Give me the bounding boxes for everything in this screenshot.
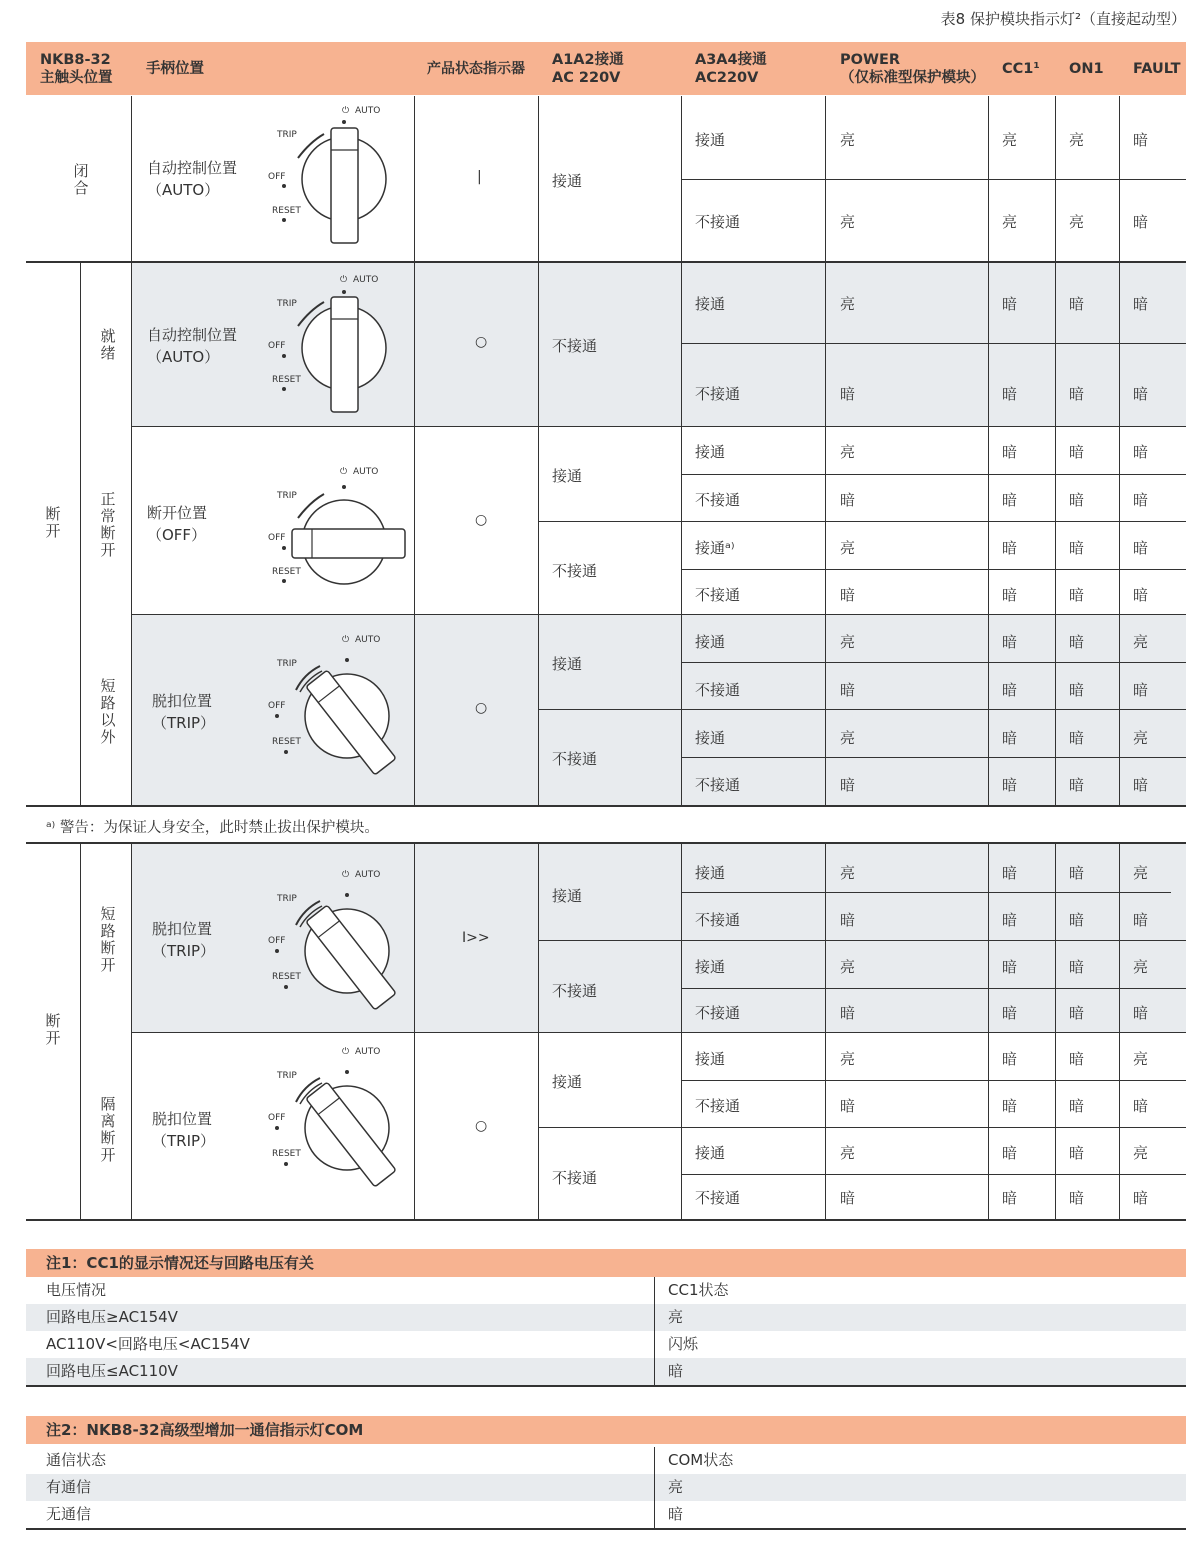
knob-trip-2-icon: [262, 863, 412, 1013]
footnote-warning: ᵃ⁾ 警告：为保证人身安全，此时禁止拔出保护模块。: [46, 820, 379, 836]
cell-on1: 暗: [1069, 539, 1085, 557]
note-cell-status: COM状态: [668, 1451, 734, 1469]
position-auto-2: 自动控制位置 （AUTO）: [147, 326, 238, 366]
a1a2-cell: 接通: [552, 1073, 583, 1091]
divider: [131, 1032, 1186, 1033]
divider: [538, 521, 1186, 522]
cell-a3a4: 接通: [695, 729, 726, 747]
divider: [26, 842, 1186, 844]
cell-fault: 亮: [1133, 729, 1149, 747]
knob-trip-label: TRIP: [277, 491, 297, 501]
note-cell-status: 亮: [668, 1308, 684, 1326]
cell-cc1: 暗: [1002, 443, 1018, 461]
svg-text:⏻: ⏻: [342, 1047, 350, 1057]
cell-on1: 暗: [1069, 1004, 1085, 1022]
cell-cc1: 亮: [1002, 131, 1018, 149]
knob-reset-label: RESET: [272, 375, 301, 385]
cell-power: 亮: [840, 1144, 856, 1162]
header-contact-position: NKB8-32 主触头位置: [40, 51, 113, 86]
note-cell-condition: 电压情况: [46, 1281, 107, 1299]
cell-fault: 亮: [1133, 633, 1149, 651]
cell-fault: 暗: [1133, 131, 1149, 149]
header-cc1: CC1¹: [1002, 60, 1040, 77]
note-cell-condition: 通信状态: [46, 1451, 107, 1469]
a1a2-cell: 接通: [552, 887, 583, 905]
cell-cc1: 暗: [1002, 539, 1018, 557]
knob-auto-label: AUTO: [353, 467, 379, 477]
cell-fault: 暗: [1133, 1004, 1149, 1022]
note-cell-status: 暗: [668, 1505, 684, 1523]
cell-cc1: 暗: [1002, 1004, 1018, 1022]
cell-on1: 暗: [1069, 1144, 1085, 1162]
cell-cc1: 暗: [1002, 729, 1018, 747]
cell-a3a4: 接通: [695, 1144, 726, 1162]
cell-on1: 暗: [1069, 729, 1085, 747]
cell-a3a4: 接通ᵃ⁾: [695, 539, 735, 557]
cell-power: 暗: [840, 1004, 856, 1022]
cell-on1: 暗: [1069, 1050, 1085, 1068]
knob-off-label: OFF: [268, 341, 286, 351]
knob-trip-icon: [262, 628, 412, 778]
knob-auto-icon: [262, 100, 402, 250]
divider: [654, 1447, 655, 1528]
knob-trip-label: TRIP: [277, 130, 297, 140]
knob-reset-label: RESET: [272, 1149, 301, 1159]
indicator-non-short: ○: [475, 700, 488, 716]
cell-fault: 暗: [1133, 1189, 1149, 1207]
header-fault: FAULT: [1133, 60, 1181, 77]
note-cell-condition: 无通信: [46, 1505, 92, 1523]
divider: [26, 261, 1186, 263]
svg-text:⏻: ⏻: [340, 275, 348, 285]
cell-cc1: 暗: [1002, 1050, 1018, 1068]
note-cell-status: 亮: [668, 1478, 684, 1496]
divider: [681, 988, 1186, 989]
divider: [681, 892, 1171, 893]
cell-power: 亮: [840, 633, 856, 651]
a1a2-cell: 不接通: [552, 1169, 598, 1187]
note-cell-status: CC1状态: [668, 1281, 729, 1299]
knob-reset-label: RESET: [272, 737, 301, 747]
cell-cc1: 暗: [1002, 295, 1018, 313]
cell-cc1: 暗: [1002, 586, 1018, 604]
cell-a3a4: 不接通: [695, 491, 741, 509]
cell-power: 亮: [840, 864, 856, 882]
cell-power: 亮: [840, 1050, 856, 1068]
cell-power: 暗: [840, 385, 856, 403]
note-cell-condition: AC110V<回路电压<AC154V: [46, 1335, 250, 1353]
cell-power: 暗: [840, 491, 856, 509]
cell-fault: 暗: [1133, 443, 1149, 461]
header-handle-position: 手柄位置: [146, 60, 204, 77]
knob-reset-label: RESET: [272, 567, 301, 577]
indicator-short: I>>: [462, 930, 490, 946]
group-ready: 就绪: [100, 327, 116, 362]
cell-cc1: 亮: [1002, 213, 1018, 231]
cell-fault: 亮: [1133, 864, 1149, 882]
group-isolate-open: 隔离断开: [100, 1095, 116, 1164]
header-status-indicator: 产品状态指示器: [427, 60, 525, 77]
group-short-open: 短路断开: [100, 905, 116, 974]
position-trip-2: 脱扣位置 （TRIP）: [152, 920, 216, 960]
header-on1: ON1: [1069, 60, 1104, 77]
a1a2-cell: 不接通: [552, 562, 598, 580]
cell-on1: 亮: [1069, 131, 1085, 149]
cell-a3a4: 接通: [695, 295, 726, 313]
divider: [681, 757, 1186, 758]
svg-text:⏻: ⏻: [342, 635, 350, 645]
svg-text:⏻: ⏻: [340, 467, 348, 477]
note1-row: [26, 1304, 1186, 1331]
knob-trip-label: TRIP: [277, 659, 297, 669]
cell-fault: 暗: [1133, 681, 1149, 699]
cell-fault: 暗: [1133, 539, 1149, 557]
divider: [538, 940, 1186, 941]
knob-off-label: OFF: [268, 701, 286, 711]
divider: [654, 1277, 655, 1385]
cell-power: 亮: [840, 539, 856, 557]
cell-power: 亮: [840, 729, 856, 747]
cell-on1: 暗: [1069, 491, 1085, 509]
cell-power: 亮: [840, 295, 856, 313]
indicator-isolate: ○: [475, 1118, 488, 1134]
cell-power: 暗: [840, 911, 856, 929]
indicator-ready: ○: [475, 334, 488, 350]
cell-power: 暗: [840, 1097, 856, 1115]
divider: [825, 96, 826, 806]
cell-fault: 暗: [1133, 213, 1149, 231]
a1a2-cell: 接通: [552, 655, 583, 673]
group-closed: 闭合: [73, 162, 89, 197]
cell-a3a4: 不接通: [695, 776, 741, 794]
cell-a3a4: 不接通: [695, 385, 741, 403]
cell-fault: 暗: [1133, 776, 1149, 794]
table-caption: 表8 保护模块指示灯²（直接起动型）: [940, 10, 1186, 28]
cell-a3a4: 不接通: [695, 586, 741, 604]
cell-cc1: 暗: [1002, 1189, 1018, 1207]
cell-on1: 暗: [1069, 864, 1085, 882]
a1a2-cell: 不接通: [552, 982, 598, 1000]
knob-trip-label: TRIP: [277, 894, 297, 904]
knob-off-label: OFF: [268, 533, 286, 543]
cell-a3a4: 不接通: [695, 1189, 741, 1207]
note-cell-status: 闪烁: [668, 1335, 699, 1353]
cell-a3a4: 不接通: [695, 213, 741, 231]
position-trip-3: 脱扣位置 （TRIP）: [152, 1110, 216, 1150]
divider: [681, 179, 1186, 180]
header-a3a4: A3A4接通 AC220V: [695, 51, 767, 86]
note-cell-status: 暗: [668, 1362, 684, 1380]
cell-power: 暗: [840, 776, 856, 794]
cell-cc1: 暗: [1002, 681, 1018, 699]
divider: [681, 1080, 1186, 1081]
note2-title: 注2：NKB8-32高级型增加一通信指示灯COM: [26, 1416, 1186, 1444]
cell-a3a4: 接通: [695, 958, 726, 976]
divider: [131, 614, 1186, 615]
svg-text:⏻: ⏻: [342, 870, 350, 880]
divider: [538, 1127, 1186, 1128]
divider: [26, 1219, 1186, 1221]
divider: [681, 343, 1186, 344]
knob-auto-label: AUTO: [355, 635, 381, 645]
divider: [26, 1385, 1186, 1387]
cell-fault: 亮: [1133, 958, 1149, 976]
divider: [681, 662, 1186, 663]
note1-row: [26, 1358, 1186, 1385]
cell-a3a4: 接通: [695, 633, 726, 651]
cell-cc1: 暗: [1002, 491, 1018, 509]
cell-fault: 亮: [1133, 1144, 1149, 1162]
divider: [681, 96, 682, 806]
note-cell-condition: 回路电压≥AC154V: [46, 1308, 178, 1326]
cell-on1: 暗: [1069, 633, 1085, 651]
cell-on1: 暗: [1069, 776, 1085, 794]
cell-a3a4: 不接通: [695, 1097, 741, 1115]
divider: [80, 262, 81, 806]
cell-power: 暗: [840, 586, 856, 604]
divider: [1119, 96, 1120, 806]
cell-power: 亮: [840, 443, 856, 461]
group-normal-open: 正常断开: [100, 490, 116, 559]
header-power: POWER （仅标准型保护模块）: [840, 51, 985, 86]
note2-row: [26, 1474, 1186, 1501]
a1a2-cell: 不接通: [552, 750, 598, 768]
cell-on1: 暗: [1069, 1097, 1085, 1115]
cell-power: 暗: [840, 1189, 856, 1207]
cell-on1: 暗: [1069, 681, 1085, 699]
knob-auto-label: AUTO: [353, 275, 379, 285]
divider: [681, 1174, 1186, 1175]
cell-on1: 暗: [1069, 295, 1085, 313]
cell-cc1: 暗: [1002, 911, 1018, 929]
cell-cc1: 暗: [1002, 958, 1018, 976]
svg-text:⏻: ⏻: [342, 106, 350, 116]
divider: [131, 426, 1186, 427]
position-auto: 自动控制位置 （AUTO）: [147, 159, 238, 199]
position-trip: 脱扣位置 （TRIP）: [152, 692, 216, 732]
knob-auto-2-icon: [262, 268, 402, 418]
position-off: 断开位置 （OFF）: [147, 504, 208, 544]
cell-a3a4: 接通: [695, 1050, 726, 1068]
cell-power: 亮: [840, 958, 856, 976]
knob-auto-label: AUTO: [355, 870, 381, 880]
cell-on1: 暗: [1069, 443, 1085, 461]
cell-cc1: 暗: [1002, 776, 1018, 794]
cell-cc1: 暗: [1002, 864, 1018, 882]
knob-reset-label: RESET: [272, 972, 301, 982]
knob-off-label: OFF: [268, 1113, 286, 1123]
cell-cc1: 暗: [1002, 1097, 1018, 1115]
cell-a3a4: 不接通: [695, 911, 741, 929]
divider: [80, 843, 81, 1220]
divider: [988, 96, 989, 806]
cell-a3a4: 接通: [695, 443, 726, 461]
group-open-2: 断开: [45, 1012, 61, 1047]
knob-trip-3-icon: [262, 1040, 412, 1190]
divider: [414, 96, 415, 806]
cell-on1: 暗: [1069, 385, 1085, 403]
divider: [538, 96, 539, 806]
cell-on1: 暗: [1069, 586, 1085, 604]
cell-fault: 暗: [1133, 1097, 1149, 1115]
cell-power: 暗: [840, 681, 856, 699]
cell-fault: 亮: [1133, 1050, 1149, 1068]
cell-on1: 暗: [1069, 958, 1085, 976]
cell-cc1: 暗: [1002, 385, 1018, 403]
cell-on1: 暗: [1069, 911, 1085, 929]
knob-off-label: OFF: [268, 936, 286, 946]
knob-reset-label: RESET: [272, 206, 301, 216]
group-open: 断开: [45, 505, 61, 540]
note-cell-condition: 回路电压≤AC110V: [46, 1362, 178, 1380]
knob-trip-label: TRIP: [277, 299, 297, 309]
group-non-short: 短路以外: [100, 677, 116, 746]
indicator-closed: |: [477, 169, 482, 185]
note2-row: [26, 1447, 1186, 1474]
cell-fault: 暗: [1133, 295, 1149, 313]
divider: [26, 805, 1186, 807]
divider: [681, 569, 1186, 570]
note1-row: [26, 1331, 1186, 1358]
cell-a3a4: 接通: [695, 131, 726, 149]
a1a2-cell: 不接通: [552, 337, 598, 355]
indicator-normal: ○: [475, 512, 488, 528]
knob-auto-label: AUTO: [355, 106, 381, 116]
knob-trip-label: TRIP: [277, 1071, 297, 1081]
header-a1a2: A1A2接通 AC 220V: [552, 51, 624, 86]
cell-on1: 暗: [1069, 1189, 1085, 1207]
cell-cc1: 暗: [1002, 633, 1018, 651]
note1-row: [26, 1277, 1186, 1304]
divider: [538, 709, 1186, 710]
knob-auto-label: AUTO: [355, 1047, 381, 1057]
divider: [1055, 96, 1056, 806]
knob-off-label: OFF: [268, 172, 286, 182]
a1a2-cell: 接通: [552, 172, 583, 190]
note2-row: [26, 1501, 1186, 1528]
cell-a3a4: 不接通: [695, 1004, 741, 1022]
note-cell-condition: 有通信: [46, 1478, 92, 1496]
cell-power: 亮: [840, 131, 856, 149]
cell-a3a4: 不接通: [695, 681, 741, 699]
divider: [681, 474, 1186, 475]
cell-power: 亮: [840, 213, 856, 231]
cell-a3a4: 接通: [695, 864, 726, 882]
cell-fault: 暗: [1133, 586, 1149, 604]
cell-fault: 暗: [1133, 911, 1149, 929]
cell-fault: 暗: [1133, 491, 1149, 509]
cell-fault: 暗: [1133, 385, 1149, 403]
a1a2-cell: 接通: [552, 467, 583, 485]
cell-cc1: 暗: [1002, 1144, 1018, 1162]
knob-off-icon: [262, 460, 412, 590]
divider: [26, 1528, 1186, 1530]
divider: [131, 96, 132, 806]
cell-on1: 亮: [1069, 213, 1085, 231]
note1-title: 注1：CC1的显示情况还与回路电压有关: [26, 1249, 1186, 1277]
